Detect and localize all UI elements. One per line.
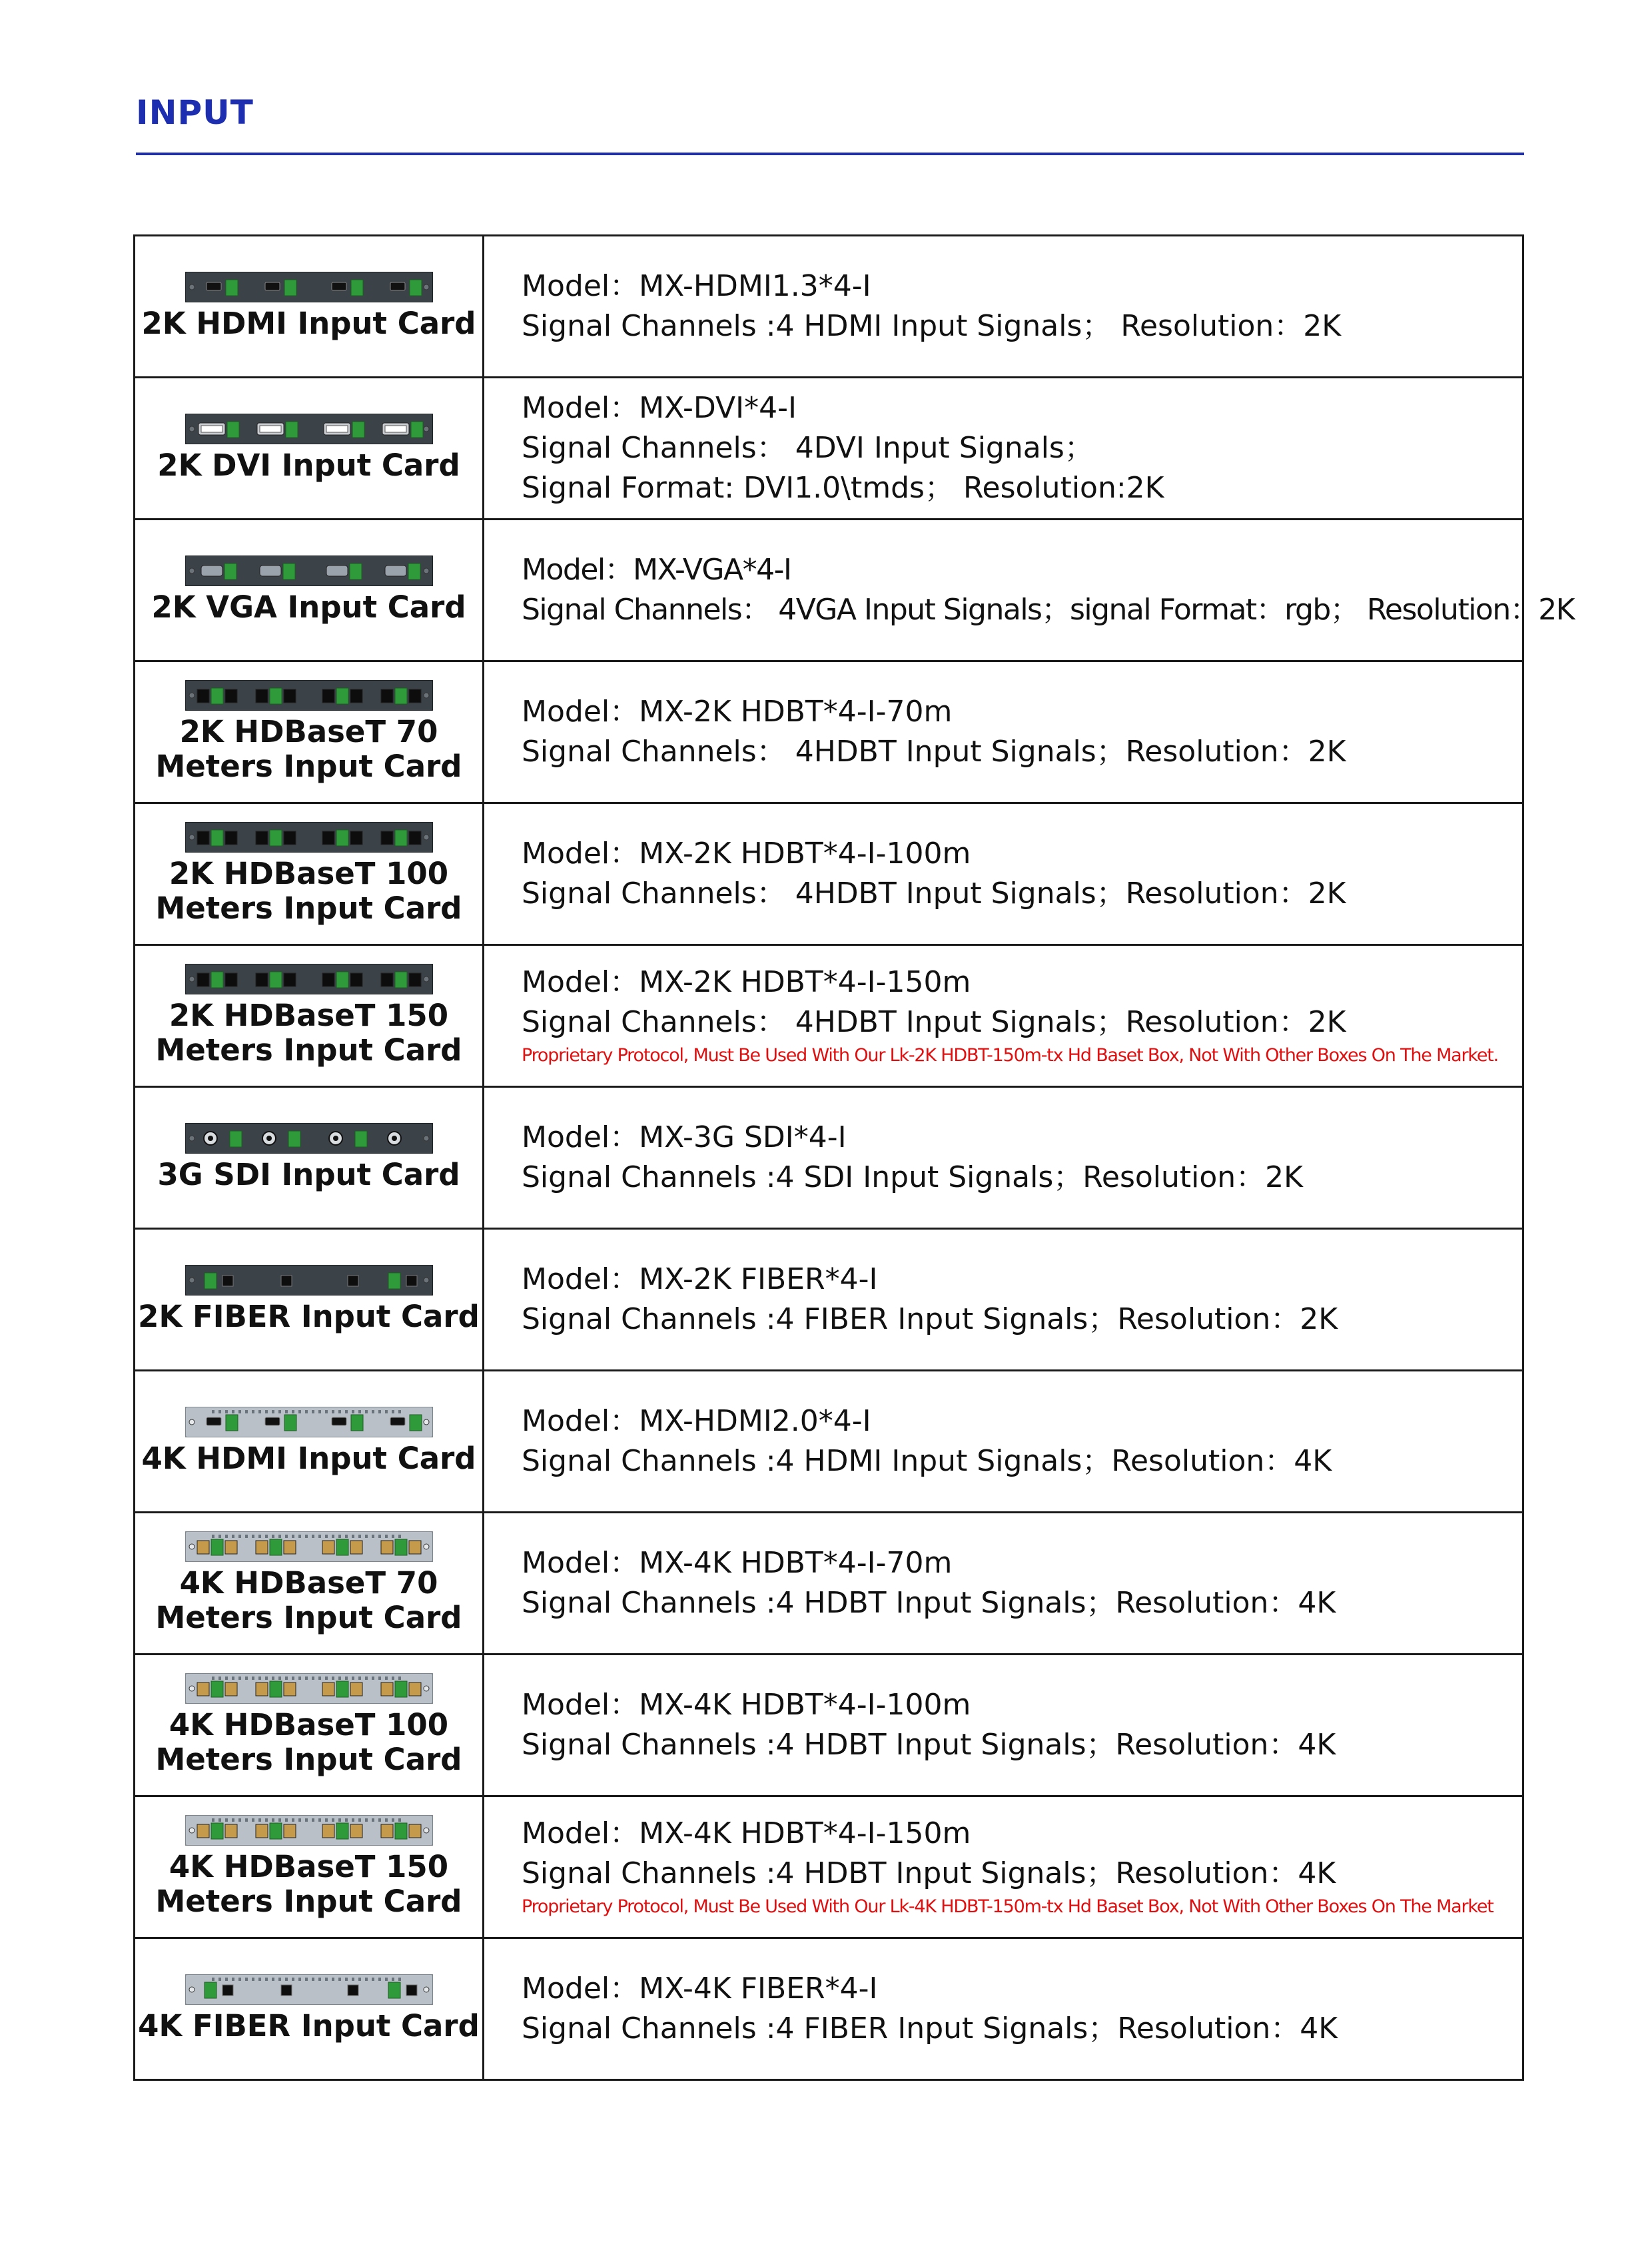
card-photo-rj45 <box>185 680 433 711</box>
card-name: 2K VGA Input Card <box>151 589 466 625</box>
card-name: 2K HDMI Input Card <box>141 306 476 341</box>
spec-line: Signal Channels :4 HDBT Input Signals；Resolution：4K <box>522 1586 1336 1620</box>
card-spec-cell <box>484 520 1575 661</box>
model-line: Model：MX-VGA*4-I <box>522 553 791 587</box>
table-row <box>135 1087 1523 1229</box>
card-photo-dvi <box>185 414 433 444</box>
card-image-cell <box>135 1513 484 1655</box>
spec-line: Signal Channels :4 HDBT Input Signals；Resolution：4K <box>522 1856 1336 1890</box>
model-line: Model：MX-2K FIBER*4-I <box>522 1262 878 1296</box>
card-name: 4K HDBaseT 100 Meters Input Card <box>155 1707 462 1777</box>
table-row <box>135 803 1523 945</box>
card-name: 4K HDBaseT 70 Meters Input Card <box>155 1565 462 1635</box>
spec-line: Signal Channels： 4DVI Input Signals； <box>522 431 1094 465</box>
card-image-cell <box>135 236 484 378</box>
card-photo-hdmi <box>185 1407 433 1437</box>
card-name: 2K HDBaseT 70 Meters Input Card <box>155 714 462 784</box>
table-row <box>135 945 1523 1087</box>
card-image-cell <box>135 1229 484 1371</box>
section-heading: INPUT <box>136 93 254 132</box>
model-line: Model：MX-4K FIBER*4-I <box>522 1972 878 2006</box>
card-photo-bnc <box>185 1123 433 1154</box>
card-photo-fiber <box>185 1265 433 1296</box>
card-photo-rj45 <box>185 1673 433 1704</box>
card-spec-cell <box>484 945 1523 1087</box>
card-spec-cell <box>484 803 1523 945</box>
card-image-cell <box>135 1796 484 1938</box>
table-row <box>135 661 1523 803</box>
table-row <box>135 236 1523 378</box>
spec-line: Signal Channels： 4VGA Input Signals；signal Format：rgb； Resolution：2K <box>522 593 1575 627</box>
card-image-cell <box>135 803 484 945</box>
protocol-note: Proprietary Protocol, Must Be Used With Our Lk-2K HDBT-150m-tx Hd Baset Box, Not With Other Boxes On The Market. <box>522 1045 1499 1066</box>
table-row <box>135 1513 1523 1655</box>
card-spec-cell <box>484 1371 1523 1513</box>
card-photo-rj45 <box>185 964 433 994</box>
protocol-note: Proprietary Protocol, Must Be Used With Our Lk-4K HDBT-150m-tx Hd Baset Box, Not With Other Boxes On The Market <box>522 1896 1493 1917</box>
card-image-cell <box>135 661 484 803</box>
spec-line: Signal Channels :4 SDI Input Signals；Resolution：2K <box>522 1160 1304 1194</box>
table-row <box>135 1229 1523 1371</box>
card-name: 4K FIBER Input Card <box>138 2008 480 2044</box>
card-spec-cell <box>484 1229 1523 1371</box>
card-name: 3G SDI Input Card <box>157 1157 460 1192</box>
card-photo-hdmi <box>185 272 433 302</box>
card-name: 2K FIBER Input Card <box>138 1299 480 1334</box>
card-rows <box>135 236 1575 2080</box>
card-image-cell <box>135 1655 484 1796</box>
card-spec-cell <box>484 1513 1523 1655</box>
model-line: Model：MX-HDMI2.0*4-I <box>522 1404 871 1438</box>
card-image-cell <box>135 945 484 1087</box>
model-line: Model：MX-HDMI1.3*4-I <box>522 269 871 303</box>
heading-divider <box>136 153 1524 155</box>
card-spec-cell <box>484 236 1523 378</box>
card-spec-cell <box>484 1087 1523 1229</box>
card-image-cell <box>135 1371 484 1513</box>
spec-line: Signal Channels :4 FIBER Input Signals；Resolution：4K <box>522 2012 1338 2046</box>
spec-line: Signal Channels :4 HDBT Input Signals；Resolution：4K <box>522 1728 1336 1762</box>
spec-line: Signal Channels： 4HDBT Input Signals；Resolution：2K <box>522 877 1346 911</box>
card-photo-rj45 <box>185 1531 433 1562</box>
card-spec-cell <box>484 1938 1523 2080</box>
card-image-cell <box>135 520 484 661</box>
card-image-cell <box>135 1087 484 1229</box>
card-name: 2K DVI Input Card <box>157 448 460 483</box>
card-name: 4K HDBaseT 150 Meters Input Card <box>155 1849 462 1919</box>
table-row <box>135 378 1523 520</box>
model-line: Model：MX-2K HDBT*4-I-100m <box>522 837 971 871</box>
card-image-cell <box>135 1938 484 2080</box>
spec-line: Signal Format: DVI1.0\tmds； Resolution:2K <box>522 471 1164 505</box>
card-name: 2K HDBaseT 150 Meters Input Card <box>155 998 462 1068</box>
spec-line: Signal Channels :4 FIBER Input Signals；Resolution：2K <box>522 1302 1338 1336</box>
table-row <box>135 1371 1523 1513</box>
model-line: Model：MX-4K HDBT*4-I-100m <box>522 1688 971 1722</box>
model-line: Model：MX-4K HDBT*4-I-150m <box>522 1816 971 1850</box>
spec-line: Signal Channels :4 HDMI Input Signals；Resolution：4K <box>522 1444 1332 1478</box>
card-spec-cell <box>484 1796 1523 1938</box>
table-row <box>135 1655 1523 1796</box>
card-spec-cell <box>484 661 1523 803</box>
spec-line: Signal Channels： 4HDBT Input Signals；Resolution：2K <box>522 1005 1346 1039</box>
card-name: 2K HDBaseT 100 Meters Input Card <box>155 856 462 926</box>
model-line: Model：MX-4K HDBT*4-I-70m <box>522 1546 953 1580</box>
table-row <box>135 1938 1523 2080</box>
card-spec-cell <box>484 378 1523 520</box>
card-spec-cell <box>484 1655 1523 1796</box>
model-line: Model：MX-2K HDBT*4-I-150m <box>522 965 971 999</box>
table-row <box>135 1796 1523 1938</box>
spec-line: Signal Channels :4 HDMI Input Signals； Resolution：2K <box>522 309 1342 343</box>
card-photo-rj45 <box>185 822 433 853</box>
spec-line: Signal Channels： 4HDBT Input Signals；Resolution：2K <box>522 735 1346 769</box>
table-row <box>135 520 1523 661</box>
card-photo-rj45 <box>185 1815 433 1846</box>
card-name: 4K HDMI Input Card <box>141 1441 476 1476</box>
model-line: Model：MX-3G SDI*4-I <box>522 1120 847 1154</box>
input-card-table <box>133 234 1575 2081</box>
model-line: Model：MX-DVI*4-I <box>522 391 797 425</box>
model-line: Model：MX-2K HDBT*4-I-70m <box>522 695 953 729</box>
card-photo-vga <box>185 556 433 586</box>
card-photo-fiber <box>185 1974 433 2005</box>
card-image-cell <box>135 378 484 520</box>
